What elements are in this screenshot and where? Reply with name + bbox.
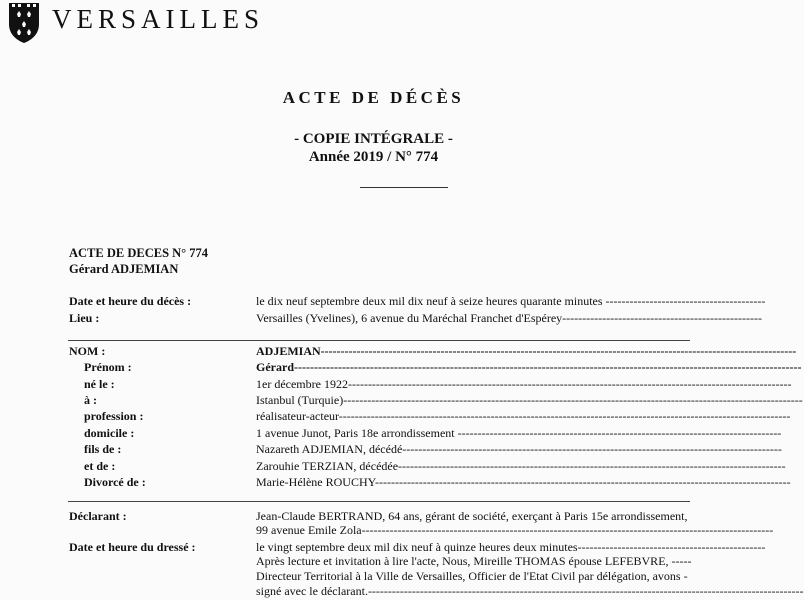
domicile-label: domicile :	[84, 426, 135, 440]
death-datetime-value: le dix neuf septembre deux mil dix neuf à seize heures quarante minutes ----------------------------------------	[256, 294, 766, 308]
birthdate-value: 1er décembre 1922---------------------------------------------------------------------------------------------------------------	[256, 377, 792, 391]
profession-label: profession :	[84, 409, 144, 423]
year-number: Année 2019 / N° 774	[308, 149, 439, 165]
father-value: Nazareth ADJEMIAN, décédé-----------------------------------------------------------------------------------------------	[256, 442, 782, 456]
title-divider	[360, 187, 448, 188]
surname-label: NOM :	[69, 344, 106, 358]
birthplace-label: à :	[84, 393, 97, 407]
drawn-line-2: Après lecture et invitation à lire l'acte, Nous, Mireille THOMAS épouse LEFEBVRE, -----	[256, 554, 692, 568]
death-place-label: Lieu :	[69, 311, 100, 325]
act-number-text: ACTE DE DECES N° 774	[69, 246, 209, 260]
death-place-value: Versailles (Yvelines), 6 avenue du Maréchal Franchet d'Espérey--------------------------------------------------	[256, 311, 762, 325]
act-number	[69, 246, 208, 261]
death-datetime-label: Date et heure du décès :	[69, 294, 192, 308]
drawn-datetime-label: Date et heure du dressé :	[69, 540, 196, 554]
city-name: VERSAILLES	[52, 4, 264, 34]
act-person-name: Gérard ADJEMIAN	[69, 262, 179, 276]
document-title: ACTE DE DÉCÈS	[282, 88, 465, 107]
surname-text: ADJEMIAN-----------------------------------------------------------------------------------------------------------------------	[256, 344, 797, 358]
declarant-line-2: 99 avenue Emile Zola-------------------------------------------------------------------------------------------------------	[256, 523, 774, 537]
mother-value: Zarouhie TERZIAN, décédée-------------------------------------------------------------------------------------------------	[256, 459, 786, 473]
divorced-value: Marie-Hélène ROUCHY--------------------------------------------------------------------------------------------------------	[256, 475, 791, 489]
section-divider-2	[68, 501, 690, 502]
firstname-value	[256, 360, 802, 374]
declarant-label: Déclarant :	[69, 509, 127, 523]
drawn-line-3: Directeur Territorial à la Ville de Versailles, Officier de l'Etat Civil par délégation, avons -	[256, 569, 688, 583]
birthdate-label: né le :	[84, 377, 115, 391]
birthplace-value: Istanbul (Turquie)-------------------------------------------------------------------------------------------------------------------	[256, 393, 803, 407]
firstname-text: Gérard-------------------------------------------------------------------------------------------------------------------------------	[256, 360, 802, 374]
divorced-label: Divorcé de :	[84, 475, 146, 489]
mother-label: et de :	[84, 459, 116, 473]
section-divider-1	[68, 340, 690, 341]
surname-value	[256, 344, 797, 358]
declarant-line-1: Jean-Claude BERTRAND, 64 ans, gérant de société, exerçant à Paris 15e arrondissement,	[256, 509, 688, 523]
drawn-line-4: signé avec le déclarant.-------------------------------------------------------------------------------------------------------------	[256, 584, 804, 598]
profession-value: réalisateur-acteur-----------------------------------------------------------------------------------------------------------------	[256, 409, 791, 423]
domicile-value: 1 avenue Junot, Paris 18e arrondissement ---------------------------------------------------------------------------------	[256, 426, 782, 440]
firstname-label: Prénom :	[84, 360, 132, 374]
versailles-crest-icon	[6, 2, 42, 44]
copy-type: - COPIE INTÉGRALE -	[294, 131, 453, 147]
drawn-line-1: le vingt septembre deux mil dix neuf à quinze heures deux minutes-----------------------------------------------	[256, 540, 766, 554]
father-label: fils de :	[84, 442, 122, 456]
